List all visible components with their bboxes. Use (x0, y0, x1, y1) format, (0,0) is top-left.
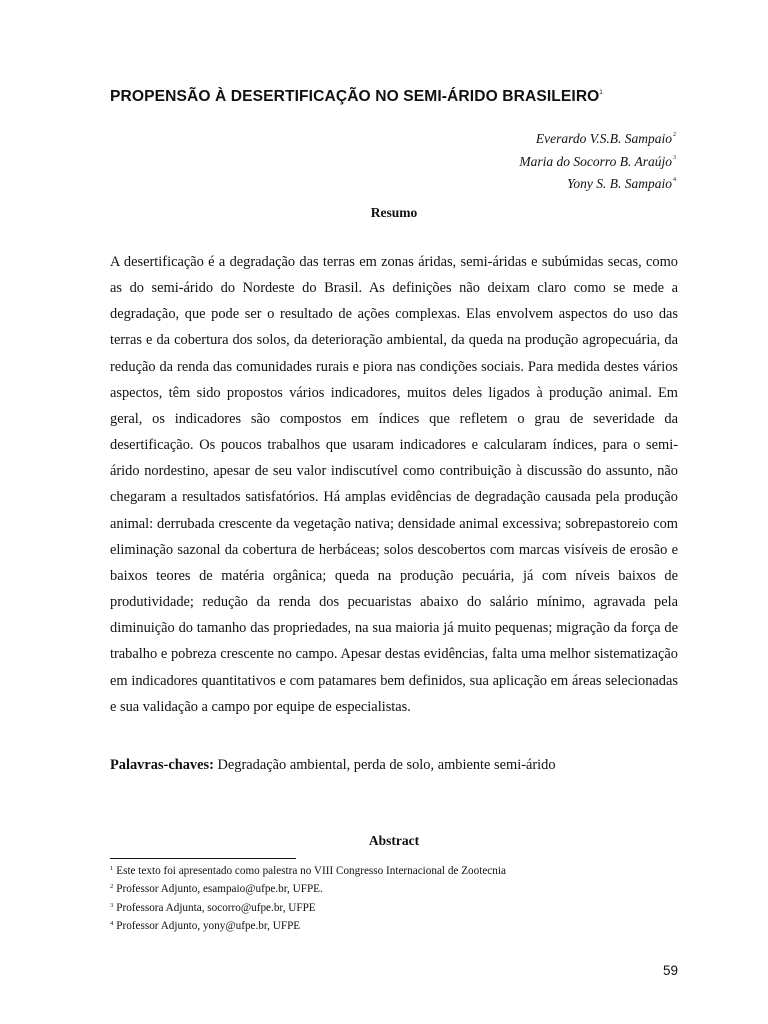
keywords-line (110, 755, 678, 775)
paper-title-text: PROPENSÃO À DESERTIFICAÇÃO NO SEMI-ÁRIDO BRASILEIRO (110, 88, 600, 105)
author-name: Yony S. B. Sampaio (567, 176, 672, 191)
footnote-2 (110, 879, 678, 897)
title-footnote-marker: 1 (599, 90, 603, 96)
author-3 (519, 171, 676, 194)
footnote-marker: 1 (110, 865, 114, 872)
footnote-divider (110, 858, 296, 859)
footnote-4 (110, 916, 678, 934)
keywords-text: Degradação ambiental, perda de solo, ambiente semi-árido (217, 757, 556, 773)
keywords-label: Palavras-chaves: (110, 757, 214, 773)
footnote-text: Este texto foi apresentado como palestra no VIII Congresso Internacional de Zootecnia (116, 865, 506, 877)
footnote-marker: 4 (110, 920, 114, 928)
footnote-3 (110, 898, 678, 916)
author-2 (519, 149, 676, 172)
footnote-text: Professor Adjunto, esampaio@ufpe.br, UFPE. (116, 883, 323, 896)
resumo-paragraph: A desertificação é a degradação das terras em zonas áridas, semi-áridas e subúmidas secas, como as do semi-árido do Nordeste do Brasil. As definições não deixam claro como se mede a degradação, que pode ser o resultado de ações complexas. Elas envolvem aspectos do uso das terras e da cobertura dos solos, da deterioração ambiental, da queda na produção agropecuária, da redução da renda das comunidades rurais e piora nas condições sociais. Para medida destes vários aspectos, têm sido propostos vários indicadores, muitos deles ligados à produção animal. Em geral, os indicadores são compostos em índices que refletem o grau de severidade da desertificação. Os poucos trabalhos que usaram indicadores e calcularam índices, para o semi-árido nordestino, apesar de seu valor indiscutível como contribuição à discussão do assunto, não chegaram a resultados satisfatórios. Há amplas evidências de degradação causada pela produção animal: derrubada crescente da vegetação nativa; densidade animal excessiva; sobrepastoreio com eliminação sazonal da cobertura de herbáceas; solos descobertos com marcas visíveis de erosão e baixos teores de matéria orgânica; queda na produção pecuária, já com níveis baixos de produtividade; redução da renda dos pecuaristas abaixo do salário mínimo, agravada pela diminuição do tamanho das propriedades, na sua maioria já muito pequenas; migração da força de trabalho e pobreza crescente no campo. Apesar destas evidências, falta uma melhor sistematização em indicadores quantitativos e com patamares bem definidos, sua aplicação em áreas selecionadas e sua validação a campo por equipe de especialistas. (110, 254, 678, 715)
abstract-heading: Abstract (368, 833, 420, 848)
author-footnote-marker: 4 (673, 177, 676, 183)
resumo-heading: Resumo (370, 205, 418, 220)
footnote-marker: 2 (110, 883, 114, 891)
author-list (519, 126, 676, 194)
footnote-text: Professor Adjunto, yony@ufpe.br, UFPE (116, 920, 301, 933)
author-name: Maria do Socorro B. Araújo (519, 153, 672, 169)
author-footnote-marker: 3 (673, 154, 676, 161)
author-name: Everardo V.S.B. Sampaio (535, 131, 672, 146)
footnote-1 (110, 861, 678, 879)
author-1 (519, 126, 676, 149)
paper-title (110, 88, 690, 106)
footnote-list (110, 861, 678, 935)
footnote-text: Professora Adjunta, socorro@ufpe.br, UFPE (116, 901, 316, 914)
page-number: 59 (662, 963, 678, 978)
author-footnote-marker: 2 (673, 132, 676, 138)
footnote-marker: 3 (110, 901, 114, 909)
